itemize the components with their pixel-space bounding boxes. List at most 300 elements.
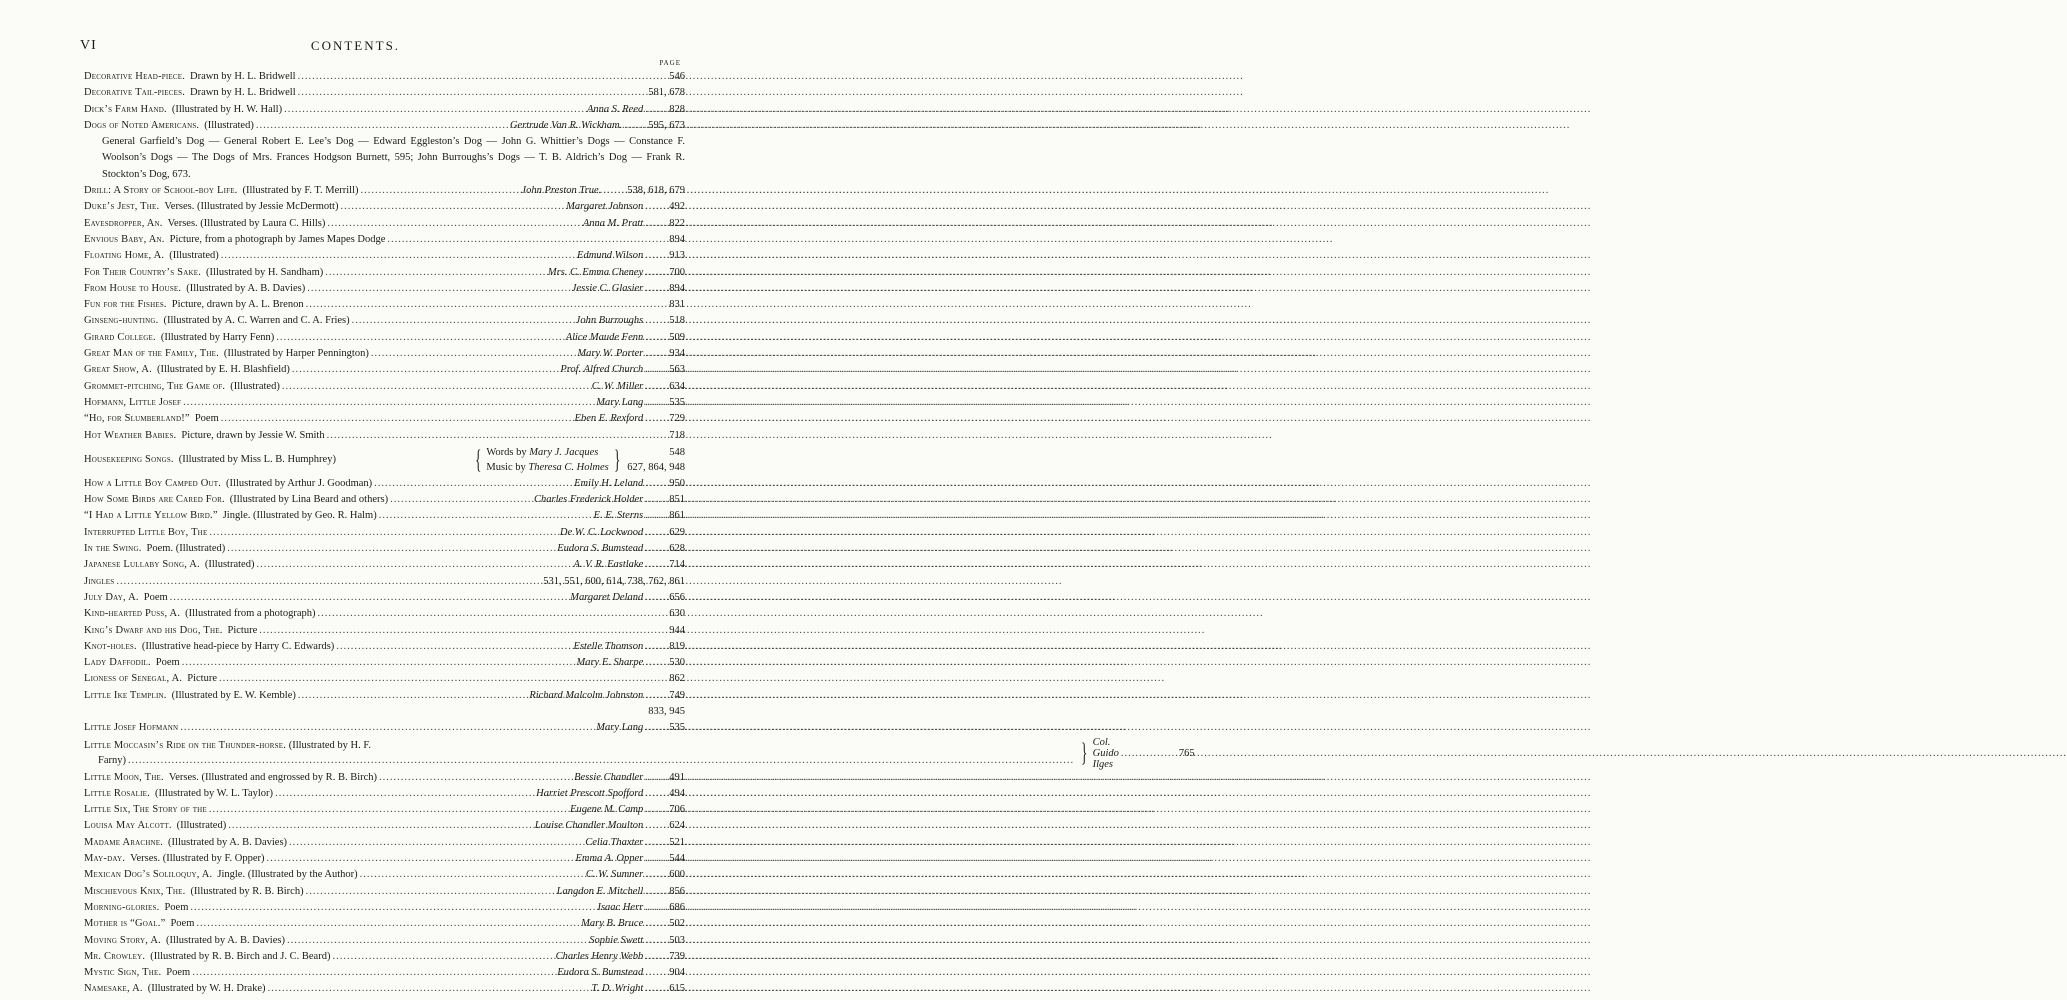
entry-author: Mary Lang [596,396,644,408]
toc-entry [84,508,685,524]
entry-title: Lady Daffodil. [84,657,151,669]
entry-title: May-day. [84,853,126,865]
entry-pages: 581, 678 [648,87,685,99]
entry-pages: 530 [669,657,685,669]
entry-note: (Illustrated by H. W. Hall) [171,103,283,115]
entry-author: Louise Chandler Moulton [534,820,644,832]
toc-entry [84,639,685,655]
toc-entry [84,118,685,134]
entry-author: Celia Thaxter [585,836,644,848]
leader-dots [645,379,663,395]
toc-entry [84,313,685,329]
entry-note: (Illustrated by W. L. Taylor) [155,787,274,799]
entry-pages: 546 [669,71,685,82]
entry-note: Jingle. (Illustrated by the Author) [217,869,358,881]
toc-entry [84,102,685,118]
toc-entry [84,232,685,248]
toc-entry [84,884,685,900]
entry-pages: 615 [669,983,685,995]
entry-note: (Illustrated) [230,380,280,392]
entry-title: Dick’s Farm Hand. [84,103,167,115]
entry-author: John Preston True. [521,185,602,197]
entry-title: Japanese Lullaby Song, A. [84,559,200,571]
toc-entry [84,297,685,313]
words-label: Words by [486,446,527,458]
toc-entry [84,574,685,590]
entry-author: T. D. Wright [591,983,644,995]
leader-dots [307,281,570,297]
toc-entry [84,818,685,834]
entry-note: (Illustrated by R. B. Birch and J. C. Beard) [150,950,331,962]
leader-dots [275,786,534,802]
entry-author: Charles Henry Webb [555,950,644,962]
toc-entry [84,183,685,199]
toc-entry [84,933,685,949]
entry-author: Richard Malcolm Johnston [529,689,644,701]
leader-dots [116,574,537,590]
entry-title: Fun for the Fishes. [84,299,167,311]
toc-entry-housekeeping [84,444,685,476]
entry-author: Bessie Chandler [574,771,644,783]
music-pages: 627, 864, 948 [627,461,685,473]
leader-dots [227,541,555,557]
leader-dots [645,867,663,883]
entry-pages: 656 [669,591,685,603]
leader-dots [645,199,663,215]
toc-entry [84,867,685,883]
leader-dots [645,395,663,411]
entry-author: Mrs. C. Emma Cheney [547,266,644,278]
entry-title: Housekeeping Songs. [84,454,174,466]
entry-pages: 765 [1178,747,1195,759]
leader-dots [645,265,663,281]
leader-dots [180,720,594,736]
toc-entry [84,69,685,85]
leader-dots [196,916,579,932]
toc-entry [84,85,685,101]
entry-pages: 502 [669,918,685,930]
entry-title: Little Josef Hofmann [84,722,179,734]
entry-pages: 828 [669,103,685,115]
entry-author: Anna S. Reed [586,103,644,115]
entry-author: John Burroughs [575,315,644,327]
entry-title: Girard College. [84,331,156,343]
leader-dots [282,379,590,395]
entry-title: Drill: A Story of School-boy Life. [84,185,238,197]
words-author: Mary J. Jacques [529,446,599,458]
entry-pages: 739 [669,950,685,962]
leader-dots [645,981,663,997]
entry-pages: 851 [669,494,685,506]
entry-author: Jessie C. Glasier [571,282,644,294]
leader-dots [645,102,663,118]
entry-title: Jingles [84,575,115,587]
page-number: VI [80,38,97,53]
entry-author: Eben E. Rexford [574,413,644,425]
toc-entry [84,330,685,346]
entry-note: (Illustrated) [176,820,227,832]
toc-entry [84,786,685,802]
music-label: Music by [486,461,526,473]
entry-author: Eugene M. Camp [570,804,644,816]
toc-entry [84,965,685,981]
leader-dots [645,476,663,492]
left-brace: { [474,444,482,474]
entry-note: Verses. (Illustrated by Jessie McDermott) [164,201,339,213]
entry-title: In the Swing. [84,543,142,555]
entry-author: Charles Frederick Holder [533,494,644,506]
toc-entry [84,916,685,932]
toc-entry [84,265,685,281]
entry-author: Col. Guido Ilges [1092,736,1119,770]
entry-author: Emily H. Leland [574,477,644,489]
entry-note-cont: Farny) [98,755,126,767]
entry-note: (Illustrated) [204,119,254,131]
entry-title: Ginseng-hunting. [84,315,159,327]
leader-dots [645,330,663,346]
entry-pages: 904 [669,967,685,979]
entry-pages: 535 [669,722,685,734]
leader-dots [645,933,663,949]
entry-author: Margaret Johnson [566,201,644,213]
toc-entry [84,623,685,639]
entry-pages: 630 [669,608,685,620]
entry-author: Harriet Prescott Spofford [536,787,644,799]
entry-note: Poem [164,901,189,913]
entry-pages: 521 [669,836,685,848]
leader-dots [645,525,663,541]
words-pages: 548 [669,446,685,458]
entry-pages: 634 [669,380,685,392]
leader-dots [361,183,520,199]
entry-author: C. W. Sumner [585,869,644,881]
entry-author: Mary E. Sharpe [576,657,644,669]
page-title: CONTENTS. [310,38,401,53]
entry-note: Verses. (Illustrated and engrossed by R. B. Birch) [168,771,378,783]
entry-note: (Illustrated by H. Sandham) [206,266,324,278]
entry-note: (Illustrated by A. B. Davies) [165,934,285,946]
leader-dots [1121,748,1173,759]
leader-dots [340,199,564,215]
brace-authors [486,445,608,475]
leader-dots [645,720,663,736]
entry-pages: 563 [669,364,685,376]
entry-title: Interrupted Little Boy, The [84,526,208,538]
entry-title: Madame Arachne. [84,836,164,848]
leader-dots [298,688,527,704]
toc-entry [84,379,685,395]
leader-dots [624,118,642,134]
toc-entry-moccasin [84,736,1195,770]
entry-note: (Illustrated by W. H. Drake) [147,983,266,995]
entry-author: Gertrude Van R. Wickham. [509,119,623,131]
entry-note: Jingle. (Illustrated by Geo. R. Halm) [222,510,377,522]
leader-dots [256,557,571,573]
entry-pages: 600 [669,869,685,881]
entry-title: Decorative Head-piece. [84,71,186,82]
entry-pages: 894 [669,282,685,294]
entry-pages: 729 [669,413,685,425]
leader-dots [289,835,583,851]
entry-pages: 913 [669,250,685,262]
leader-dots [645,949,663,965]
entry-title: Floating Home, A. [84,250,165,262]
entry-note: (Illustrated) [169,250,219,262]
leader-dots [645,884,663,900]
leader-dots [332,949,553,965]
leader-dots [645,590,663,606]
leader-dots [645,965,663,981]
leader-dots [645,346,663,362]
leader-dots [219,671,663,687]
entry-note: Verses. (Illustrated by F. Opper) [130,853,265,865]
leader-dots [645,557,663,573]
entry-note: (Illustrated by E. H. Blashfield) [156,364,290,376]
entry-pages: 718 [669,429,685,441]
entry-author: Mary B. Bruce [581,918,644,930]
entry-pages: 629 [669,526,685,538]
leader-dots [182,655,575,671]
leader-dots [306,297,664,313]
entry-note: Poem [155,657,180,669]
toc-entry [84,590,685,606]
entry-title: King’s Dwarf and his Dog, The. [84,624,223,636]
entry-title: Decorative Tail-pieces. [84,87,186,99]
entry-note: (Illustrated by H. F. [288,740,371,752]
entry-pages: 628 [669,543,685,555]
entry-pages: 595, 673 [648,119,685,131]
entry-pages: 749 [669,689,685,701]
leader-dots [228,818,533,834]
entry-note: Drawn by H. L. Bridwell [190,71,296,82]
entry-author: Anna M. Pratt [582,217,644,229]
entry-pages: 494 [669,787,685,799]
toc-entry [84,835,685,851]
entry-title: How a Little Boy Camped Out. [84,477,222,489]
leader-dots [645,313,663,329]
toc-entry [84,655,685,671]
toc-entry [84,720,685,736]
entry-author: Prof. Alfred Church [560,364,644,376]
entry-pages: 518 [669,315,685,327]
entry-title: Grommet-pitching, The Game of. [84,380,226,392]
leader-dots [645,281,663,297]
toc-entry [84,476,685,492]
toc-group [84,770,685,998]
toc-entry [84,248,685,264]
leader-dots [192,965,555,981]
entry-note: Poem [143,591,168,603]
right-brace: } [613,444,621,474]
leader-dots [209,525,558,541]
leader-dots [325,265,546,281]
entry-note: Poem [166,967,191,979]
entry-pages-continuation: 833, 945 [648,705,685,717]
entry-title: Little Moccasin’s Ride on the Thunder-horse. [84,740,287,752]
entry-title: Duke’s Jest, The. [84,201,160,213]
toc-entry [84,900,685,916]
leader-dots [645,900,663,916]
leader-dots [256,118,508,134]
entry-note: Picture [187,673,217,685]
entry-title: Mother is “Goal.” [84,918,166,930]
leader-dots [327,428,664,444]
leader-dots [645,851,663,867]
entry-title: Lioness of Senegal, A. [84,673,183,685]
leader-dots [259,623,663,639]
toc-entry [84,606,685,622]
toc-entry [84,981,685,997]
entry-author: Langdon E. Mitchell [556,885,644,897]
entry-pages: 492 [669,201,685,213]
leader-dots [336,639,571,655]
leader-dots [298,85,643,101]
leader-dots [327,216,580,232]
entry-pages: 894 [669,233,685,245]
entry-note: Verses. (Illustrated by Laura C. Hills) [167,217,326,229]
entry-title: How Some Birds are Cared For. [84,494,225,506]
entry-title: Hot Weather Babies. [84,429,177,441]
leader-dots [268,981,590,997]
entry-pages: 686 [669,901,685,913]
entry-note: (Illustrated by R. B. Birch) [190,885,304,897]
entry-pages: 822 [669,217,685,229]
leader-dots [183,395,594,411]
entry-author: Mary W. Porter [577,348,644,360]
entry-note: (Illustrative head-piece by Harry C. Edwards) [141,640,335,652]
entry-note: (Illustrated by A. B. Davies) [168,836,288,848]
entry-title: “Ho, for Slumberland!” [84,413,190,425]
leader-dots [603,183,621,199]
right-brace: } [1081,738,1088,768]
entry-pages: 535 [669,396,685,408]
leader-dots [306,884,555,900]
entry-title: Hofmann, Little Josef [84,396,182,408]
entry-title: Little Moon, The. [84,771,164,783]
entry-author: De W. C. Lockwood [559,526,644,538]
entry-title: Little Ike Templin. [84,689,167,701]
toc-entry [84,557,685,573]
leader-dots [287,933,587,949]
entry-title: Great Show, A. [84,364,152,376]
entry-title: Envious Baby, An. [84,233,165,245]
entry-note: (Illustrated from a photograph) [185,608,316,620]
entry-author: Isaac Herr [597,901,644,913]
toc-entry [84,949,685,965]
leader-dots [645,216,663,232]
entry-note: Poem [194,413,219,425]
leader-dots [645,541,663,557]
entry-pages: 491 [669,771,685,783]
entry-pages: 831 [669,299,685,311]
entry-pages: 819 [669,640,685,652]
entry-title: Mischievous Knix, The. [84,885,186,897]
toc-entry [84,688,685,704]
leader-dots [190,900,595,916]
entry-pages: 509 [669,331,685,343]
entry-author: E. E. Sterns [593,510,644,522]
toc-entry [84,770,685,786]
entry-author: Margaret Deland [570,591,644,603]
entry-pages: 862 [669,673,685,685]
entry-title: July Day, A. [84,591,139,603]
entry-note: (Illustrated by Miss L. B. Humphrey) [178,454,336,466]
entry-pages: 934 [669,348,685,360]
leader-dots [371,346,576,362]
entry-note: (Illustrated by Arthur J. Goodman) [226,477,373,489]
entry-pages: 706 [669,804,685,816]
toc-group [84,720,685,736]
leader-dots [645,835,663,851]
entry-title: Louisa May Alcott. [84,820,172,832]
entry-pages: 861 [669,510,685,522]
leader-dots [645,639,663,655]
toc-group [84,183,685,444]
entry-author: Eudora S. Bumstead [557,543,644,555]
leader-dots [298,69,664,85]
entry-title: Moving Story, A. [84,934,161,946]
leader-dots [379,770,572,786]
entry-pages: 944 [669,624,685,636]
entry-note: (Illustrated by A. B. Davies) [186,282,306,294]
toc-entry [84,216,685,232]
entry-title: Little Rosalie. [84,787,150,799]
toc-entry [84,362,685,378]
toc-entry [84,411,685,427]
entry-note: (Illustrated) [204,559,255,571]
leader-dots [221,411,573,427]
entry-title: Morning-glories. [84,901,160,913]
entry-title: Namesake, A. [84,983,143,995]
leader-dots [276,330,563,346]
entry-title: Mystic Sign, The. [84,967,162,979]
entry-title: Dogs of Noted Americans. [84,119,200,131]
entry-title: Mexican Dog’s Soliloquy, A. [84,869,213,881]
entry-author: Estelle Thomson [573,640,644,652]
entry-pages: 544 [669,853,685,865]
entry-author: Sophie Swett [589,934,644,946]
toc-entry [84,395,685,411]
leader-dots [267,851,574,867]
leader-dots [645,786,663,802]
entry-title: “I Had a Little Yellow Bird.” [84,510,218,522]
entry-author: Mary Lang [596,722,644,734]
leader-dots [318,606,664,622]
leader-dots [374,476,572,492]
toc-entry [84,802,685,818]
toc-entry [84,525,685,541]
leader-dots [128,753,1074,768]
entry-pages: 531, 551, 600, 614, 738, 762, 861 [543,575,685,587]
table-of-contents [84,69,1195,998]
entry-title: Eavesdropper, An. [84,217,163,229]
leader-dots [645,492,663,508]
dogs-description: General Garfield’s Dog — General Robert E. Lee’s Dog — Edward Eggleston’s Dog — John G. Whittier’s Dogs — Constance F. Woolson’s Dogs — The Dogs of Mrs. Frances Hodgson Burnett, 595; John Burroughs’s Dogs — T. B. Aldrich’s Dog — Frank R. Stockton’s Dog, 673. [102,136,685,180]
leader-dots [645,818,663,834]
leader-dots [284,102,585,118]
leader-dots [390,492,532,508]
toc-entry [84,671,685,687]
music-author: Theresa C. Holmes [528,461,609,473]
leader-dots [209,802,568,818]
brace-pages [627,445,685,475]
entry-pages: 624 [669,820,685,832]
entry-pages: 503 [669,934,685,946]
toc-entry [84,281,685,297]
leader-dots [645,655,663,671]
entry-note: (Illustrated by Lina Beard and others) [229,494,389,506]
entry-pages: 700 [669,266,685,278]
